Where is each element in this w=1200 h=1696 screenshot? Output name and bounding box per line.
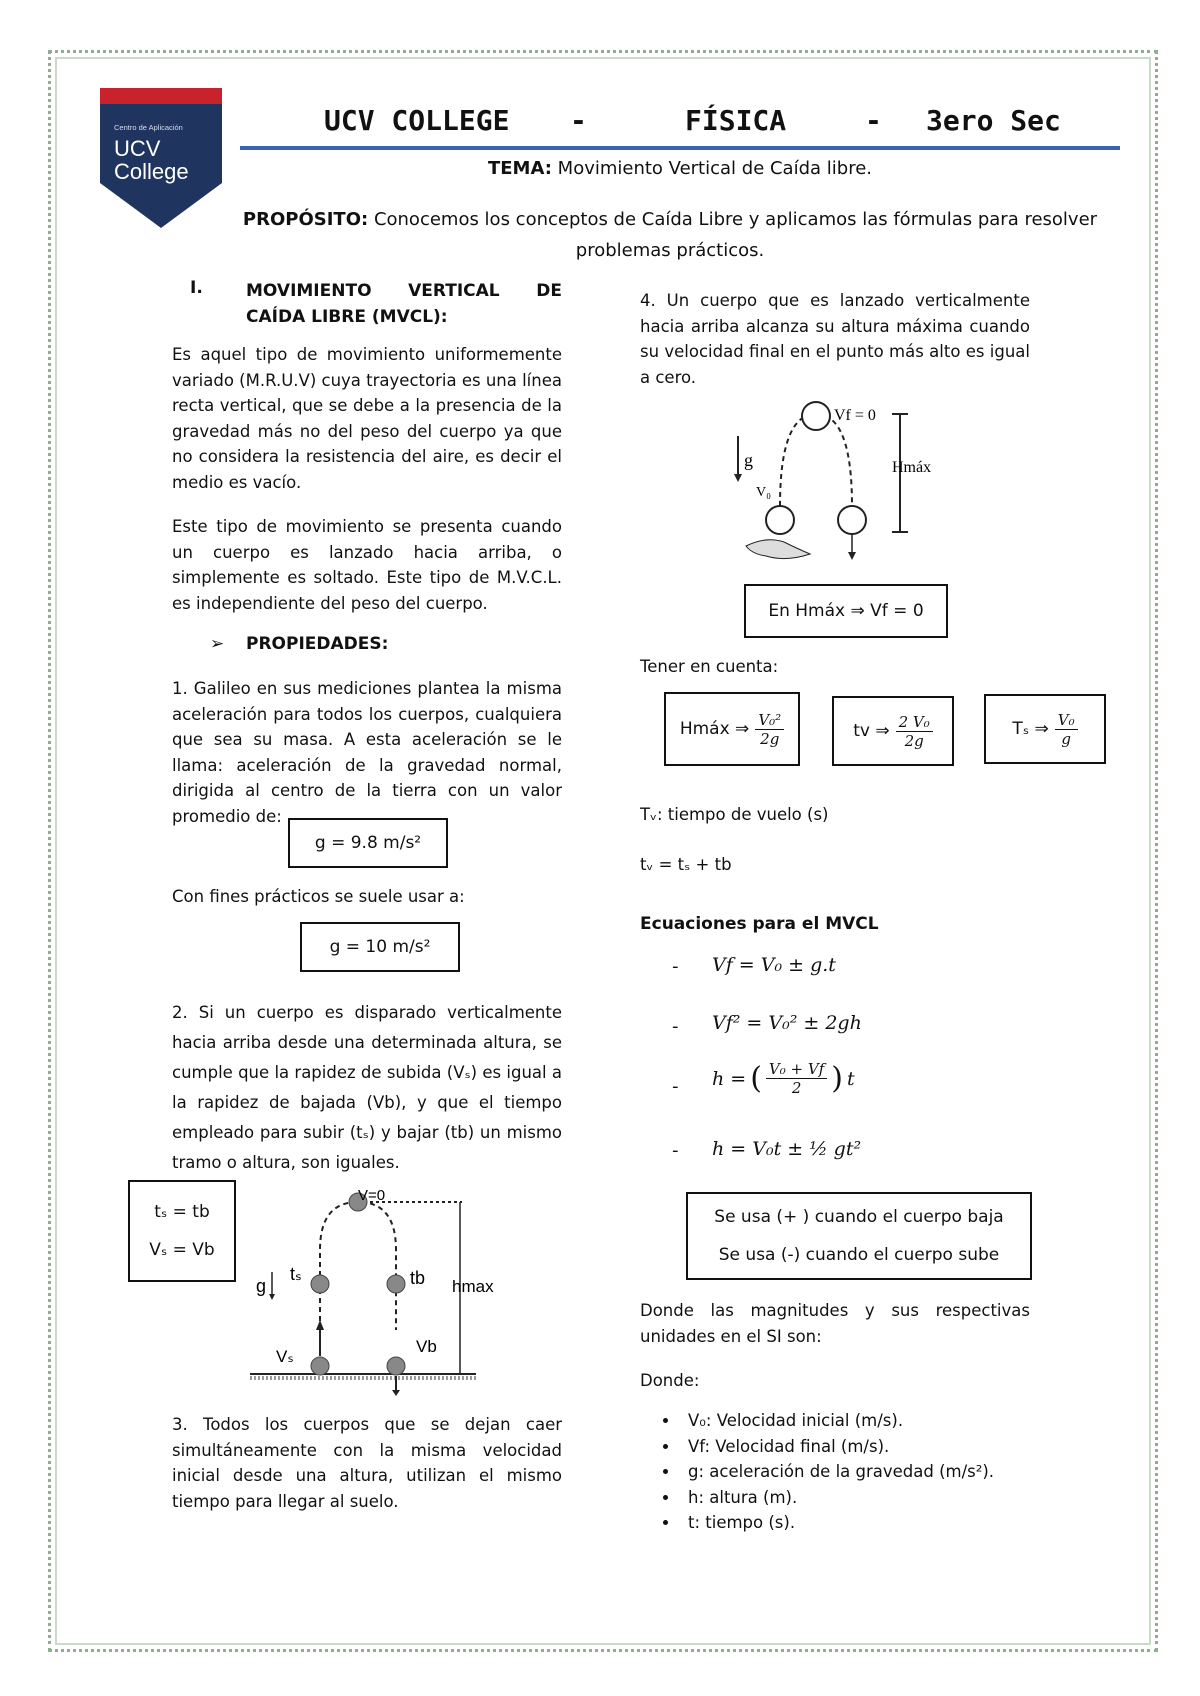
- logo-line3: College: [114, 159, 189, 184]
- eq3-numerator: V₀ + Vf: [766, 1060, 827, 1079]
- rise-time-lhs: Tₛ ⇒: [1012, 719, 1049, 739]
- rise-time-fraction: [1055, 711, 1078, 748]
- header-dash-2: -: [865, 104, 882, 137]
- diagram1-tb-label: tb: [410, 1268, 426, 1288]
- flight-time-lhs: tv ⇒: [853, 721, 890, 741]
- units-list-item: • Vf: Velocidad final (m/s).: [680, 1434, 1070, 1460]
- equation-1: Vf = V₀ ± g.t: [712, 954, 836, 976]
- topic-label: TEMA:: [487, 158, 552, 179]
- header-college: UCV COLLEGE: [324, 104, 510, 137]
- sign-rule-up: Se usa (-) cuando el cuerpo sube: [718, 1245, 1000, 1265]
- properties-title: PROPIEDADES:: [246, 634, 389, 654]
- rise-time-denominator: g: [1061, 729, 1071, 748]
- equation-2: Vf² = V₀² ± 2gh: [712, 1012, 862, 1034]
- diagram1-ts-label: tₛ: [290, 1264, 302, 1284]
- flight-time-sum: tᵥ = tₛ + tb: [640, 855, 732, 874]
- flight-time-formula-box: [832, 696, 954, 766]
- flight-time-denominator: 2g: [904, 731, 924, 750]
- eq3-dash: -: [672, 1076, 679, 1097]
- gravity-box-9-8: g = 9.8 m/s²: [288, 818, 448, 868]
- topic-line: [230, 158, 1130, 179]
- equations-title: Ecuaciones para el MVCL: [640, 914, 879, 934]
- diagram1-hmax-label: hmax: [452, 1277, 494, 1296]
- eq3-fraction: [766, 1060, 827, 1097]
- section-title: MOVIMIENTO VERTICAL DE CAÍDA LIBRE (MVCL):: [246, 281, 562, 327]
- units-list-item: • t: tiempo (s).: [680, 1510, 1070, 1536]
- diagram2-vf-label: Vf = 0: [834, 407, 876, 424]
- hmax-condition-box: En Hmáx ⇒ Vf = 0: [744, 584, 948, 638]
- where-label: Donde:: [640, 1371, 700, 1390]
- diagram2-hmax-label: Hmáx: [892, 459, 932, 476]
- units-list: [650, 1408, 1070, 1536]
- hmax-formula-box: [664, 692, 800, 766]
- purpose-label: PROPÓSITO:: [242, 209, 369, 230]
- diagram1-vb-label: Vb: [416, 1337, 437, 1356]
- units-list-item: • V₀: Velocidad inicial (m/s).: [680, 1408, 1070, 1434]
- equation-3: h = ( $\frac{\text{V₀ + Vf}}{2}$ ) t: [712, 1060, 855, 1097]
- purpose-text: Conocemos los conceptos de Caída Libre y aplicamos las fórmulas para resolver problemas prácticos.: [368, 209, 1098, 261]
- vertical-throw-diagram: [246, 1180, 506, 1396]
- sign-rule-box: [686, 1192, 1032, 1280]
- eq3-lhs: h =: [712, 1067, 747, 1090]
- page-header: [240, 100, 1120, 150]
- header-dash-1: -: [570, 104, 587, 137]
- practical-note: Con fines prácticos se suele usar a:: [172, 887, 465, 906]
- header-subject: FÍSICA: [685, 104, 787, 137]
- diagram2-g-label: g: [744, 450, 753, 470]
- movement-paragraph: Este tipo de movimiento se presenta cuando un cuerpo es lanzado hacia arriba, o simplemente es soltado. Este tipo de M.V.C.L. es independiente del peso del cuerpo.: [172, 517, 562, 613]
- eq4-dash: -: [672, 1140, 679, 1161]
- max-height-diagram: [726, 396, 936, 568]
- rise-time-formula-box: [984, 694, 1106, 764]
- time-equality: tₛ = tb: [154, 1202, 210, 1222]
- logo-line2: UCV: [114, 136, 161, 161]
- logo-line1: Centro de Aplicación: [114, 123, 183, 132]
- equality-box: [128, 1180, 236, 1282]
- diagram2-v0-label: V₀: [756, 485, 771, 500]
- college-logo: [100, 88, 222, 228]
- topic-text: Movimiento Vertical de Caída libre.: [551, 158, 872, 179]
- eq2-dash: -: [672, 1016, 679, 1037]
- hmax-denominator: 2g: [760, 729, 780, 748]
- gravity-box-10: g = 10 m/s²: [300, 922, 460, 972]
- property-3: 3. Todos los cuerpos que se dejan caer simultáneamente con la misma velocidad inicial desde una altura, utilizan el mismo tiempo para llegar al suelo.: [172, 1415, 562, 1511]
- rise-time-numerator: V₀: [1055, 711, 1078, 730]
- diagram1-g-label: g: [256, 1276, 267, 1296]
- hmax-fraction: [755, 711, 784, 748]
- flight-time-definition: Tᵥ: tiempo de vuelo (s): [640, 805, 829, 824]
- units-intro: Donde las magnitudes y sus respectivas unidades en el SI son:: [640, 1301, 1030, 1346]
- properties-bullet: ➢: [210, 634, 225, 654]
- flight-time-numerator: 2 V₀: [896, 713, 933, 732]
- property-2: 2. Si un cuerpo es disparado verticalmente hacia arriba desde una determinada altura, se cumple que la rapidez de subida (Vₛ) es igual a la rapidez de bajada (Vb), y que el tiempo empleado para subir (tₛ) y bajar (tb) un mismo tramo o altura, son iguales.: [172, 1003, 562, 1172]
- equation-4: h = V₀t ± ½ gt²: [712, 1138, 862, 1160]
- speed-equality: Vₛ = Vb: [149, 1240, 215, 1260]
- eq3-denominator: 2: [791, 1079, 802, 1097]
- purpose-line: [210, 204, 1130, 266]
- flight-time-fraction: [896, 713, 933, 750]
- sign-rule-down: Se usa (+ ) cuando el cuerpo baja: [714, 1207, 1004, 1227]
- diagram1-vs-label: Vₛ: [276, 1347, 294, 1366]
- keep-in-mind: Tener en cuenta:: [640, 657, 779, 676]
- hmax-numerator: V₀²: [755, 711, 784, 730]
- definition-paragraph: Es aquel tipo de movimiento uniformemente variado (M.R.U.V) cuya trayectoria es una línea recta vertical, que se debe a la presencia de la gravedad más no del peso del cuerpo ya que no considera la resistencia del aire, es decir el medio es vacío.: [172, 345, 562, 492]
- units-list-item: • h: altura (m).: [680, 1485, 1070, 1511]
- property-4: 4. Un cuerpo que es lanzado verticalmente hacia arriba alcanza su altura máxima cuando su velocidad final en el punto más alto es igual a cero.: [640, 291, 1030, 387]
- hmax-formula-lhs: Hmáx ⇒: [679, 719, 750, 739]
- diagram1-top-velocity: V=0: [358, 1187, 386, 1204]
- units-list-item: • g: aceleración de la gravedad (m/s²).: [680, 1459, 1070, 1485]
- header-grade: 3ero Sec: [926, 104, 1061, 137]
- eq1-dash: -: [672, 956, 679, 977]
- section-number: I.: [190, 278, 203, 298]
- property-1: 1. Galileo en sus mediciones plantea la misma aceleración para todos los cuerpos, cualquiera que sea su masa. A esta aceleración se le llama: aceleración de la gravedad normal, dirigida al centro de la tierra con un valor promedio de:: [172, 679, 562, 826]
- eq3-rhs: t: [846, 1067, 855, 1090]
